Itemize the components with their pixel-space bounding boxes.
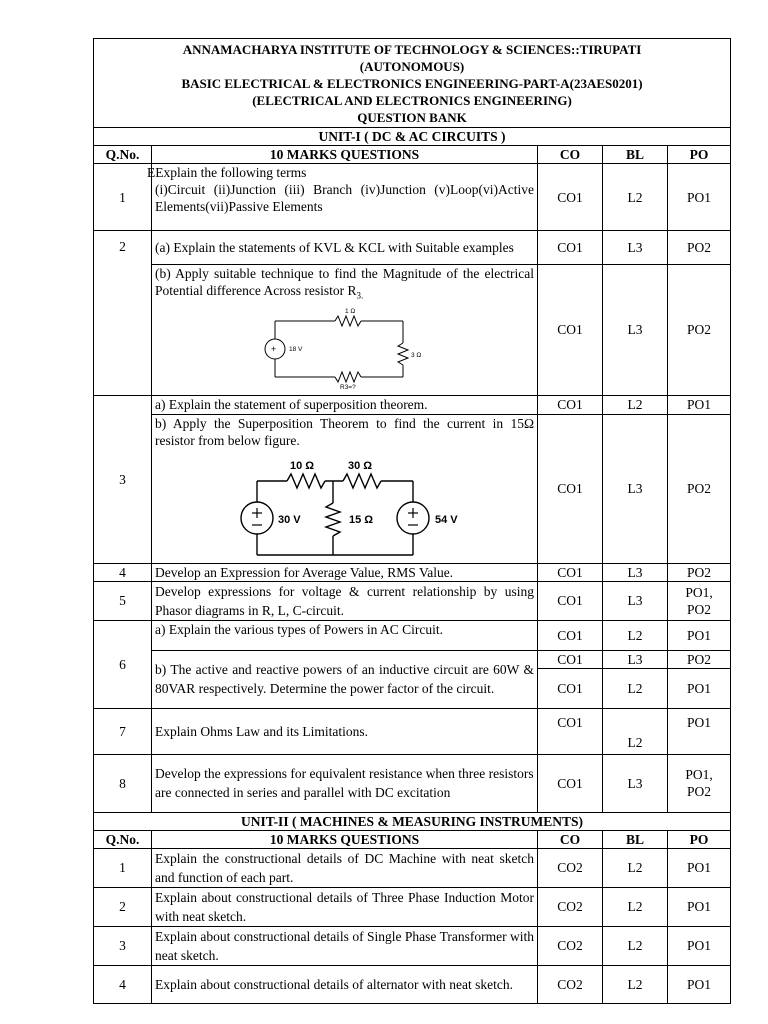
label-r2: 3 Ω xyxy=(411,351,422,359)
co-cell: CO2 xyxy=(538,887,603,926)
co-cell: CO1 xyxy=(538,231,603,265)
question-text-main: (b) Apply suitable technique to find the Magnitude of the electrical Potential difference Across resistor R xyxy=(155,266,534,298)
po-cell: PO1 xyxy=(668,887,731,926)
bl-cell: L3 xyxy=(603,414,668,563)
document-header xyxy=(94,39,731,128)
table-row xyxy=(94,265,731,396)
label-30v: 30 V xyxy=(278,513,301,526)
po-cell: PO2 xyxy=(668,563,731,581)
question-number: 4 xyxy=(94,965,152,1003)
question-number: 7 xyxy=(94,708,152,754)
circuit-diagram-r3 xyxy=(155,305,535,391)
po-value: PO1, xyxy=(685,767,713,783)
unit2-column-header xyxy=(94,830,731,848)
table-row xyxy=(94,581,731,620)
question-text xyxy=(152,265,538,396)
po-value: PO1, xyxy=(685,584,713,600)
resistor-1ohm xyxy=(335,316,361,326)
bl-cell: L2 xyxy=(603,668,668,708)
question-number: 8 xyxy=(94,754,152,812)
po-cell: PO1 xyxy=(668,926,731,965)
po-value: PO2 xyxy=(687,601,712,617)
bl-cell: L3 xyxy=(603,581,668,620)
table-row xyxy=(94,965,731,1003)
label-10ohm: 10 Ω xyxy=(290,459,315,472)
question-text xyxy=(152,414,538,563)
po-cell xyxy=(668,581,731,620)
label-r1: 1 Ω xyxy=(345,307,356,315)
unit2-title-row xyxy=(94,812,731,830)
bl-cell: L2 xyxy=(603,926,668,965)
unit2-title: UNIT-II ( MACHINES & MEASURING INSTRUMENTS) xyxy=(94,812,731,830)
subscript: 3. xyxy=(356,290,364,301)
co-cell: CO1 xyxy=(538,395,603,414)
department-name: (ELECTRICAL AND ELECTRONICS ENGINEERING) xyxy=(252,93,572,108)
question-text: b) The active and reactive powers of an inductive circuit are 60W & 80VAR respectively. Determine the power factor of the circuit. xyxy=(152,650,538,708)
bl-cell: L3 xyxy=(603,231,668,265)
table-row xyxy=(94,395,731,414)
institute-name: ANNAMACHARYA INSTITUTE OF TECHNOLOGY & SCIENCES::TIRUPATI xyxy=(182,42,642,57)
question-text: Explain Ohms Law and its Limitations. xyxy=(152,708,538,754)
question-text: (a) Explain the statements of KVL & KCL with Suitable examples xyxy=(152,231,538,265)
co-cell: CO1 xyxy=(538,414,603,563)
table-row xyxy=(94,414,731,563)
label-54v: 54 V xyxy=(435,513,458,526)
col-po: PO xyxy=(668,830,731,848)
question-text: Develop expressions for voltage & current relationship by using Phasor diagrams in R, L, C-circuit. xyxy=(152,581,538,620)
co-cell: CO1 xyxy=(538,650,603,668)
question-text: Develop an Expression for Average Value, RMS Value. xyxy=(152,563,538,581)
question-bank-table xyxy=(93,38,731,1004)
co-cell: CO2 xyxy=(538,926,603,965)
co-cell: CO1 xyxy=(538,754,603,812)
col-questions: 10 MARKS QUESTIONS xyxy=(152,146,538,164)
po-cell: PO1 xyxy=(668,395,731,414)
col-questions: 10 MARKS QUESTIONS xyxy=(152,830,538,848)
po-cell: PO1 xyxy=(668,668,731,708)
table-row xyxy=(94,231,731,265)
question-number: 3 xyxy=(94,926,152,965)
po-cell: PO2 xyxy=(668,265,731,396)
table-row xyxy=(94,563,731,581)
question-text: a) Explain the statement of superposition theorem. xyxy=(152,395,538,414)
resistor-10ohm xyxy=(287,474,325,488)
po-cell: PO1 xyxy=(668,620,731,650)
bl-cell: L2 xyxy=(603,395,668,414)
question-number: 1 xyxy=(94,164,152,231)
bl-cell: L3 xyxy=(603,754,668,812)
resistor-15ohm xyxy=(326,503,340,536)
course-title: BASIC ELECTRICAL & ELECTRONICS ENGINEERING-PART-A(23AES0201) xyxy=(181,76,643,91)
unit1-title-row xyxy=(94,128,731,146)
question-text: Explain about constructional details of alternator with neat sketch. xyxy=(152,965,538,1003)
bl-cell: L2 xyxy=(603,708,668,754)
unit1-title: UNIT-I ( DC & AC CIRCUITS ) xyxy=(94,128,731,146)
question-text-terms: (i)Circuit (ii)Junction (iii) Branch (iv)Junction (v)Loop(vi)Active Elements(vii)Passive Elements xyxy=(155,182,534,214)
col-co: CO xyxy=(538,146,603,164)
col-qno: Q.No. xyxy=(94,146,152,164)
question-text: a) Explain the various types of Powers in AC Circuit. xyxy=(152,620,538,650)
question-bank-sheet xyxy=(93,38,730,1004)
bl-cell: L2 xyxy=(603,620,668,650)
col-bl: BL xyxy=(603,146,668,164)
question-number: 4 xyxy=(94,563,152,581)
question-text-line: EExplain the following terms xyxy=(147,165,307,180)
bl-cell: L2 xyxy=(603,164,668,231)
bl-cell: L3 xyxy=(603,265,668,396)
question-number: 3 xyxy=(94,395,152,563)
co-cell: CO2 xyxy=(538,965,603,1003)
label-r3: R3=? xyxy=(340,383,356,391)
resistor-r3 xyxy=(335,372,361,382)
co-cell: CO1 xyxy=(538,620,603,650)
table-row xyxy=(94,754,731,812)
po-cell: PO1 xyxy=(668,965,731,1003)
po-cell: PO1 xyxy=(668,848,731,887)
label-15ohm: 15 Ω xyxy=(349,513,374,526)
po-cell: PO2 xyxy=(668,231,731,265)
label-source: 18 V xyxy=(289,345,303,353)
question-text xyxy=(147,164,538,231)
table-row xyxy=(94,708,731,754)
table-row xyxy=(94,848,731,887)
po-cell: PO1 xyxy=(668,708,731,754)
po-cell: PO2 xyxy=(668,650,731,668)
table-row xyxy=(94,887,731,926)
question-number: 2 xyxy=(94,887,152,926)
col-co: CO xyxy=(538,830,603,848)
co-cell: CO1 xyxy=(538,668,603,708)
question-text-main: b) Apply the Superposition Theorem to find the current in 15Ω resistor from below figure. xyxy=(155,415,534,448)
co-cell: CO2 xyxy=(538,848,603,887)
svg-text:+: + xyxy=(271,343,277,354)
po-value: PO2 xyxy=(687,784,712,800)
question-text: Explain about constructional details of Three Phase Induction Motor with neat sketch. xyxy=(152,887,538,926)
table-row xyxy=(94,164,731,231)
question-bank-title: QUESTION BANK xyxy=(357,110,467,125)
bl-cell: L2 xyxy=(603,848,668,887)
bl-cell: L3 xyxy=(603,650,668,668)
po-cell: PO2 xyxy=(668,414,731,563)
resistor-30ohm xyxy=(343,474,381,488)
co-cell: CO1 xyxy=(538,164,603,231)
question-number: 2 xyxy=(94,231,152,396)
table-row xyxy=(94,650,731,668)
unit1-column-header xyxy=(94,146,731,164)
question-text: Explain the constructional details of DC Machine with neat sketch and function of each part. xyxy=(152,848,538,887)
table-row xyxy=(94,620,731,650)
table-row xyxy=(94,926,731,965)
question-number: 1 xyxy=(94,848,152,887)
co-cell: CO1 xyxy=(538,581,603,620)
po-cell: PO1 xyxy=(668,164,731,231)
question-number: 5 xyxy=(94,581,152,620)
col-bl: BL xyxy=(603,830,668,848)
question-number: 6 xyxy=(94,620,152,708)
co-cell: CO1 xyxy=(538,563,603,581)
label-30ohm: 30 Ω xyxy=(348,459,373,472)
question-text: Develop the expressions for equivalent resistance when three resistors are connected in series and parallel with DC excitation xyxy=(152,754,538,812)
col-qno: Q.No. xyxy=(94,830,152,848)
autonomous-label: (AUTONOMOUS) xyxy=(359,59,465,74)
resistor-3ohm xyxy=(398,343,408,365)
co-cell: CO1 xyxy=(538,265,603,396)
po-cell xyxy=(668,754,731,812)
circuit-diagram-superposition xyxy=(155,449,535,559)
col-po: PO xyxy=(668,146,731,164)
co-cell: CO1 xyxy=(538,708,603,754)
bl-cell: L2 xyxy=(603,887,668,926)
bl-cell: L2 xyxy=(603,965,668,1003)
bl-cell: L3 xyxy=(603,563,668,581)
question-text: Explain about constructional details of Single Phase Transformer with neat sketch. xyxy=(152,926,538,965)
